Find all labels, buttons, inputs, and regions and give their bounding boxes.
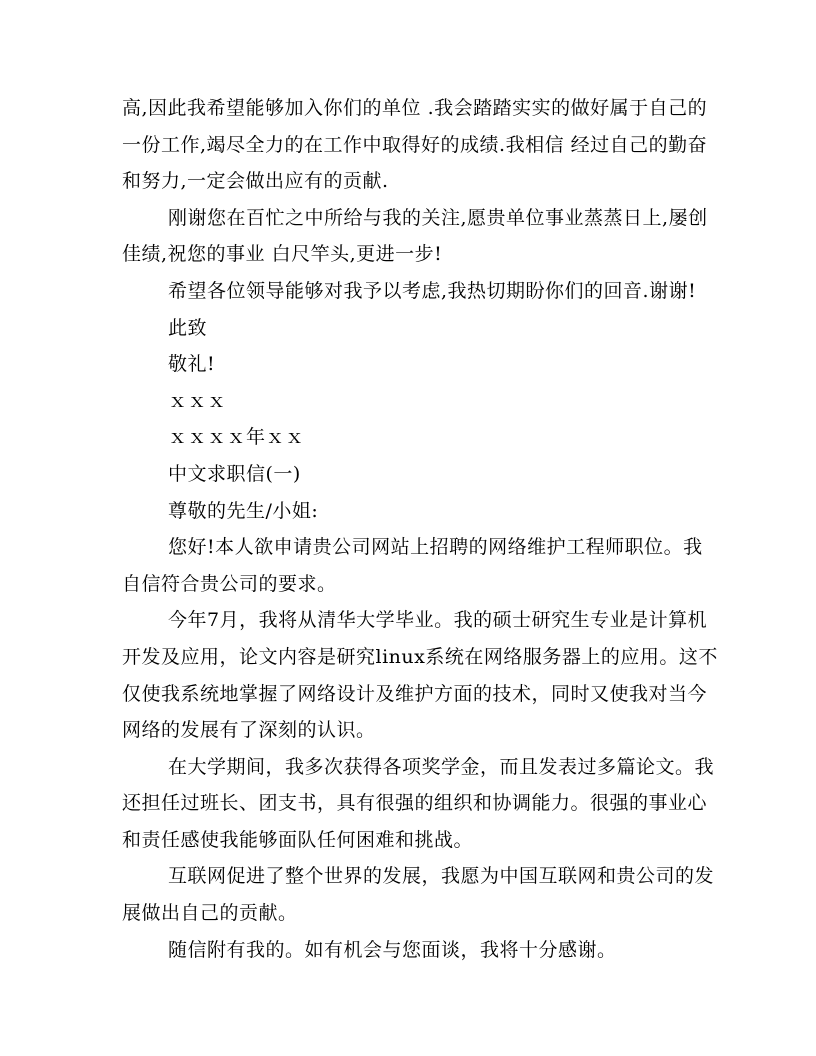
body-paragraph [122, 749, 715, 859]
text-line: 展做出自己的贡献。 [122, 902, 298, 925]
closing-salutation: 此致 [168, 316, 208, 339]
text-line: 您好!本人欲申请贵公司网站上招聘的网络维护工程师职位。我 [168, 536, 703, 559]
text-line: 随信附有我的。如有机会与您面谈，我将十分感谢。 [168, 938, 617, 961]
text-line: 和责任感使我能够面队任何困难和挑战。 [122, 828, 474, 851]
text-line: 开发及应用，论文内容是研究linux系统在网络服务器上的应用。这不 [122, 645, 718, 668]
text-line: 还担任过班长、团支书，具有很强的组织和协调能力。很强的事业心 [122, 792, 708, 815]
text-line: 互联网促进了整个世界的发展，我愿为中国互联网和贵公司的发 [168, 865, 715, 888]
hope-paragraph [122, 273, 702, 310]
text-line: 网络的发展有了深刻的认识。 [122, 719, 376, 742]
body-paragraph [122, 529, 702, 602]
document-body [122, 90, 718, 968]
signature-date: ｘｘｘｘ年ｘｘ [168, 426, 305, 449]
closing-regards: 敬礼! [168, 353, 216, 376]
text-line: 佳绩,祝您的事业 白尺竿头,更进一步! [122, 243, 443, 266]
letter-title: 中文求职信(一) [168, 462, 301, 485]
text-line: 一份工作,竭尽全力的在工作中取得好的成绩.我相信 经过自己的勤奋 [122, 133, 708, 156]
thanks-paragraph [122, 200, 708, 273]
text-line: 仅使我系统地掌握了网络设计及维护方面的技术，同时又使我对当今 [122, 682, 708, 705]
text-line: 和努力,一定会做出应有的贡献. [122, 170, 389, 193]
text-line: 高,因此我希望能够加入你们的单位 .我会踏踏实实的做好属于自己的 [122, 97, 708, 119]
body-paragraph [122, 858, 715, 931]
body-paragraph [122, 932, 702, 969]
signature: ｘｘｘ [168, 389, 227, 412]
letter-greeting: 尊敬的先生/小姐: [168, 499, 319, 522]
body-paragraph [122, 602, 718, 748]
text-line: 自信符合贵公司的要求。 [122, 572, 337, 595]
text-line: 希望各位领导能够对我予以考虑,我热切期盼你们的回音.谢谢! [168, 279, 697, 302]
text-line: 今年7月，我将从清华大学毕业。我的硕士研究生专业是计算机 [168, 609, 708, 632]
text-line: 刚谢您在百忙之中所给与我的关注,愿贵单位事业蒸蒸日上,屡创 [168, 206, 708, 229]
letter-continuation-paragraph [122, 90, 708, 200]
text-line: 在大学期间，我多次获得各项奖学金，而且发表过多篇论文。我 [168, 755, 715, 778]
